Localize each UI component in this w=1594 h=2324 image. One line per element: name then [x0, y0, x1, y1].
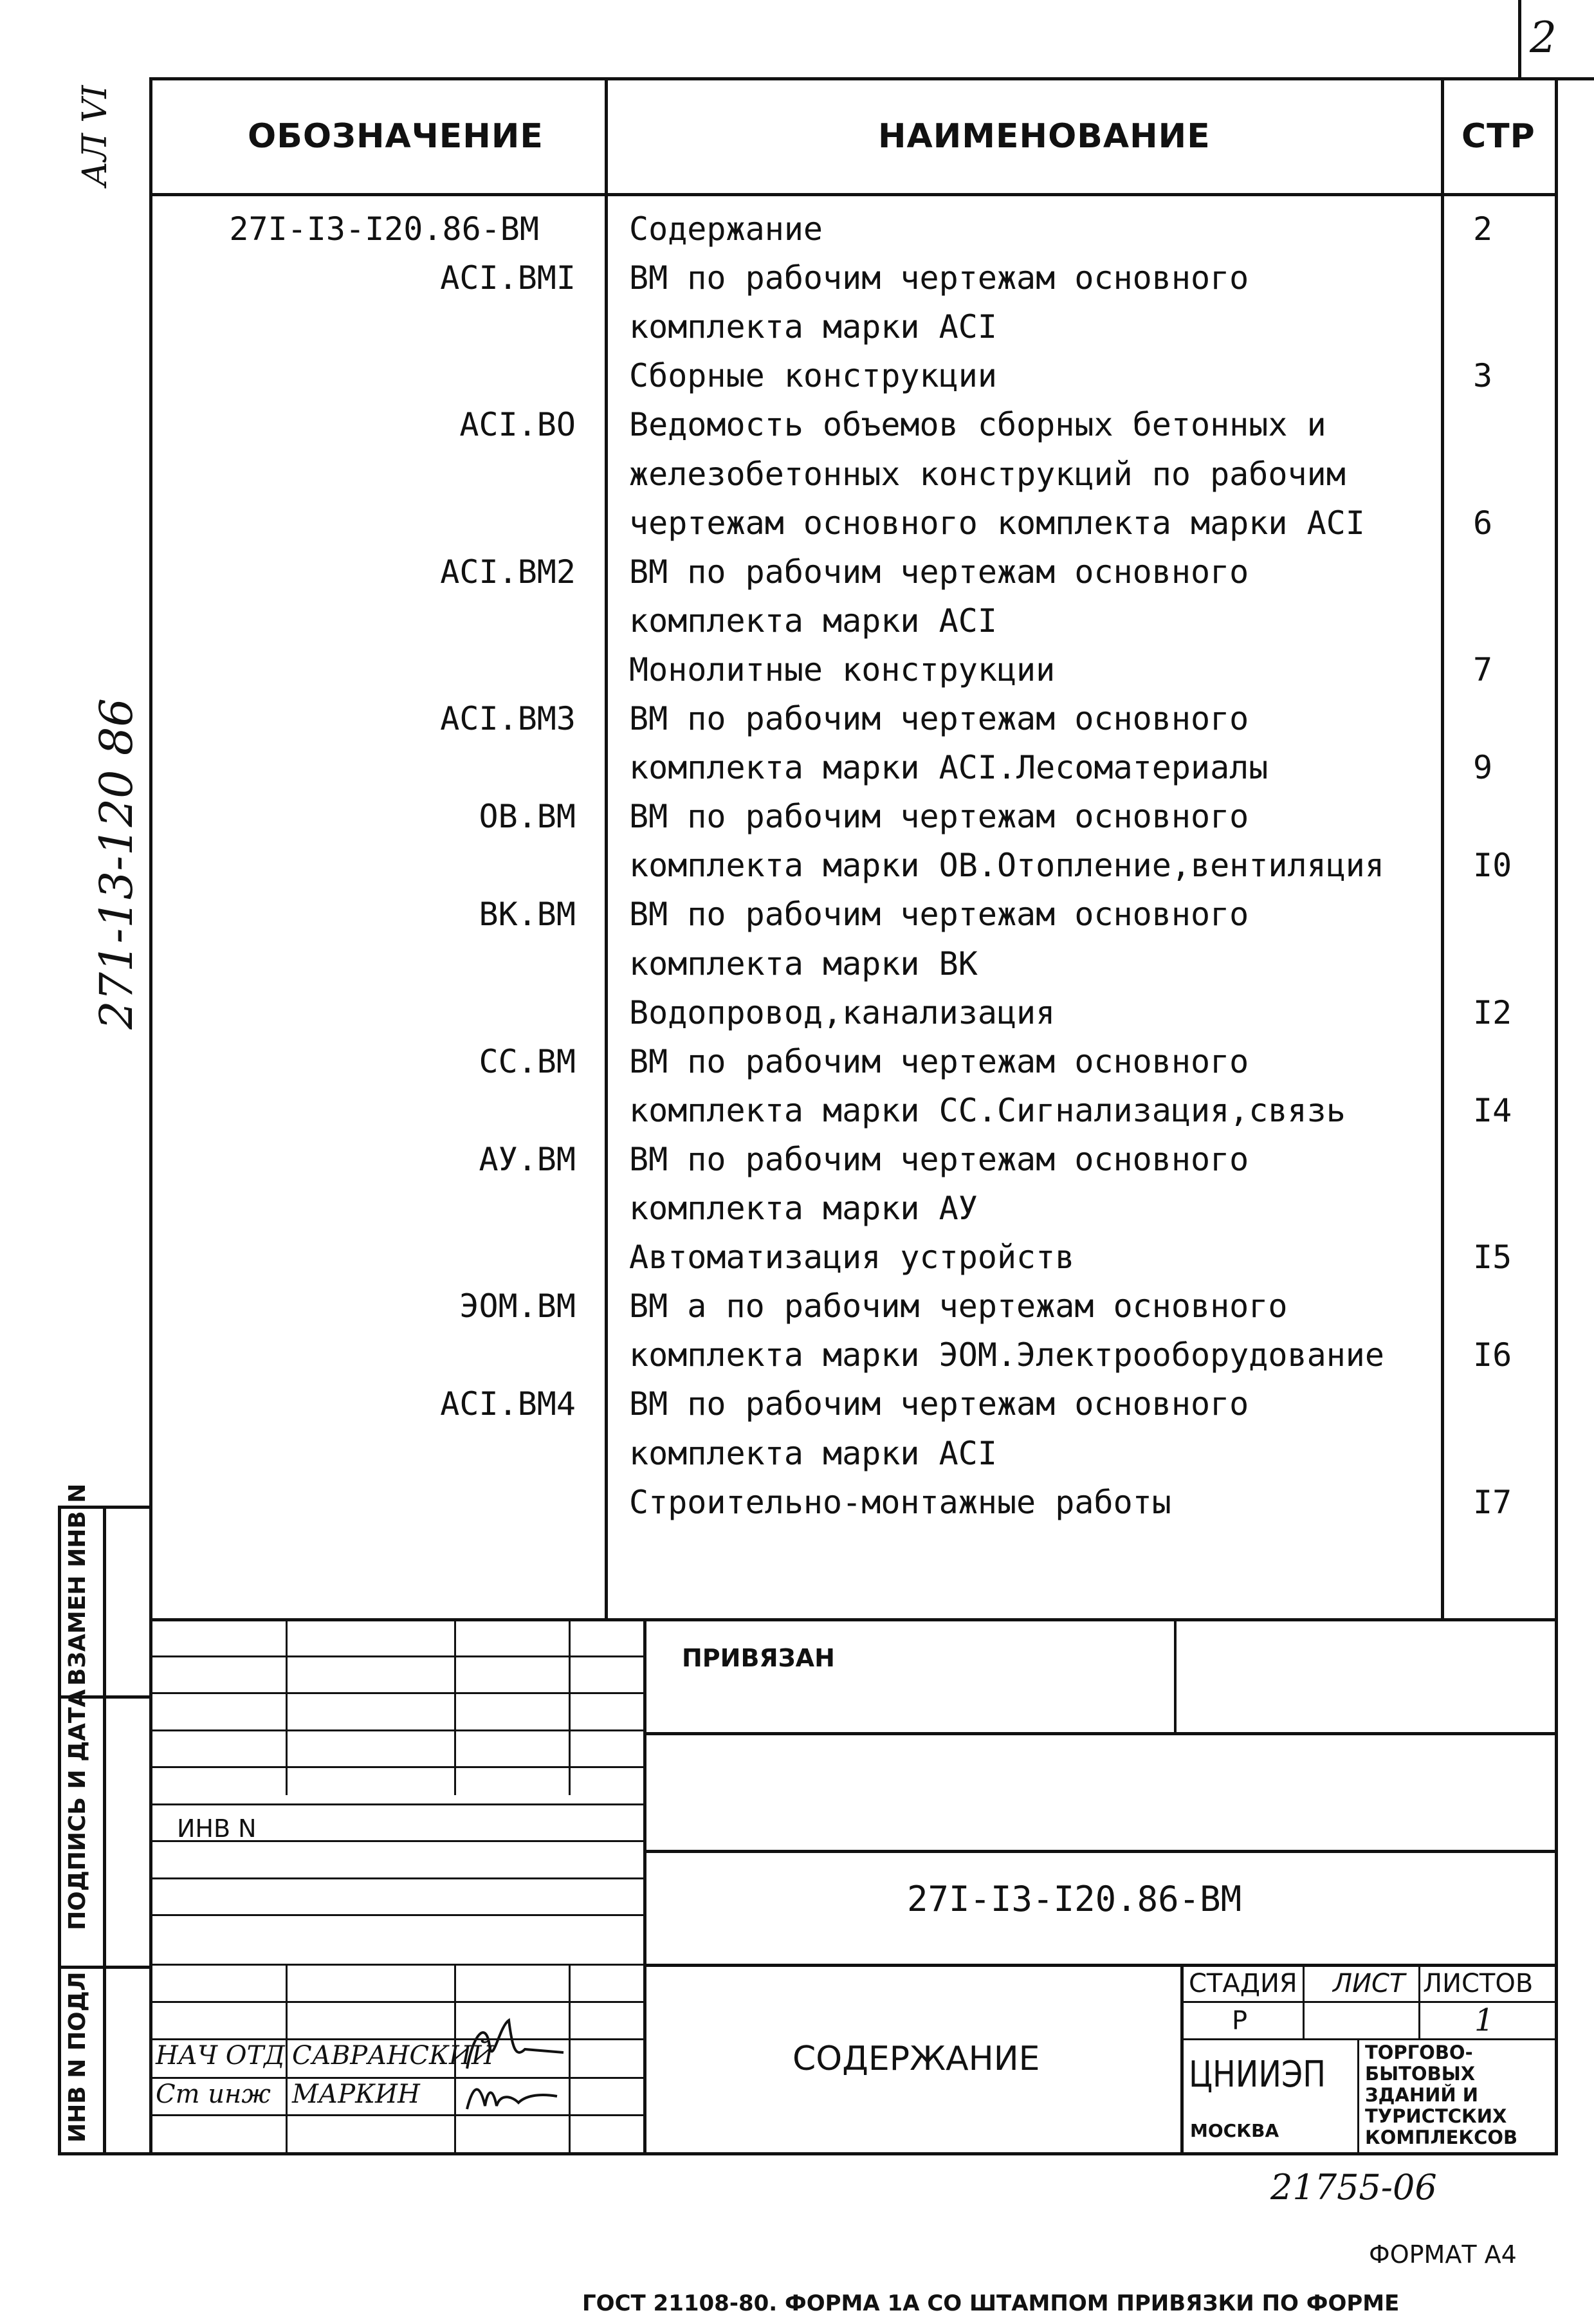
row-code: ACI.ВМ3	[440, 700, 576, 737]
row-code: АУ.ВМ	[479, 1140, 576, 1178]
row-page: 6	[1473, 504, 1493, 542]
row-name: Строительно-монтажные работы	[629, 1483, 1171, 1521]
sheets-value: 1	[1474, 2002, 1494, 2038]
row-page: I0	[1473, 847, 1512, 885]
stage-label: СТАДИЯ	[1189, 1969, 1297, 1998]
row-name: комплекта марки ЭОМ.Электрооборудование	[629, 1336, 1384, 1374]
row-page: 7	[1473, 650, 1493, 688]
stamp-title: СОДЕРЖАНИЕ	[792, 2040, 1040, 2078]
row-name: ВМ а по рабочим чертежам основного	[629, 1287, 1288, 1325]
row-name: комплекта марки ACI	[629, 602, 997, 640]
row-name: комплекта марки ВК	[629, 945, 978, 982]
person-role-2: Ст инж	[156, 2080, 271, 2109]
person-role-1: НАЧ ОТД	[156, 2041, 285, 2070]
row-page: I6	[1473, 1336, 1512, 1374]
row-name: ВМ по рабочим чертежам основного	[629, 1140, 1249, 1178]
header-name: НАИМЕНОВАНИЕ	[878, 117, 1211, 156]
row-code: СС.ВМ	[479, 1042, 576, 1080]
sheet-number: 2	[1530, 13, 1557, 62]
row-page: 2	[1473, 210, 1493, 248]
row-page: 3	[1473, 357, 1493, 395]
row-name: комплекта марки ACI.Лесоматериалы	[629, 749, 1269, 787]
row-name: ВМ по рабочим чертежам основного	[629, 896, 1249, 934]
row-code: ОВ.ВМ	[479, 798, 576, 836]
sheet-label: ЛИСТ	[1333, 1969, 1406, 1998]
signature-2	[461, 2077, 570, 2116]
row-name: комплекта марки СС.Сигнализация,связь	[629, 1091, 1346, 1129]
sheets-label: ЛИСТОВ	[1423, 1969, 1534, 1998]
row-name: Содержание	[629, 210, 823, 248]
row-name: железобетонных конструкций по рабочим	[629, 455, 1346, 493]
row-name: ВМ по рабочим чертежам основного	[629, 553, 1249, 591]
stamp-inv-label: ИНВ N	[177, 1814, 257, 1843]
row-name: ВМ по рабочим чертежам основного	[629, 259, 1249, 297]
frame-right	[1555, 77, 1558, 2155]
org-name: ЦНИИЭП	[1189, 2054, 1326, 2096]
person-name-2: МАРКИН	[292, 2080, 420, 2109]
row-name: Ведомость объемов сборных бетонных и	[629, 406, 1326, 444]
row-name: Водопровод,канализация	[629, 993, 1056, 1031]
frame-bottom	[58, 2152, 1558, 2155]
row-code: ЭОМ.ВМ	[459, 1287, 576, 1325]
frame-top	[149, 77, 1558, 80]
row-page: I4	[1473, 1091, 1512, 1129]
row-name: Сборные конструкции	[629, 357, 997, 395]
row-code: ACI.ВО	[459, 406, 576, 444]
row-name: ВМ по рабочим чертежам основного	[629, 700, 1249, 737]
row-name: ВМ по рабочим чертежам основного	[629, 1042, 1249, 1080]
row-name: чертежам основного комплекта марки ACI	[629, 504, 1365, 542]
signature-1	[461, 2007, 570, 2078]
row-name: комплекта марки ACI	[629, 308, 997, 346]
row-page: 9	[1473, 749, 1493, 787]
person-name-1: САВРАНСКИЙ	[292, 2041, 494, 2070]
drawing-sheet: 2 ОБОЗНАЧЕНИЕ НАИМЕНОВАНИЕ СТР 27I-I3-I20.86-ВМ Содержание 2 ACI.ВМI ВМ по рабочим чертежам основного комплекта марки ACI Сборные конструкции 3 ACI.ВО Ведомость объемов сборных бетонных и железобетонных конструкций по рабочим чертежам основного комплекта марки ACI 6 ACI.ВМ2 ВМ по рабочим чертежам основного комплекта марки ACI Монолитные конструкции 7 ACI.ВМ3 ВМ по рабочим чертежам основного комплекта марки ACI.Лесоматериалы 9 ОВ.ВМ ВМ по рабочим чертежам основного комплекта марки ОВ.Отопление,вентиляция I0 ВК.ВМ ВМ по рабочим чертежам основного комплекта марки ВК Водопровод,канализация I2 СС.ВМ ВМ по рабочим чертежам основного комплекта марки СС.Сигнализация,связь I4 АУ.ВМ ВМ по рабочим чертежам основного комплекта марки АУ Автоматизация устройств I5 ЭОМ.ВМ ВМ а по рабочим чертежам основного комплекта марки ЭОМ.Электрооборудование I6 ACI.ВМ4 ВМ по рабочим чертежам основного комплекта марки ACI Строительно-монтажные работы I7 АЛ VI 271-13-120 86 ВЗАМЕН ИНВ N ПОДПИСЬ И ДАТА ИНВ N ПОДЛ ПРИВЯЗАН ИНВ N 27I-I3-I20.86-ВМ СОДЕРЖАНИЕ СТАДИЯ ЛИСТ ЛИСТОВ Р 1 ЦНИИЭП МОСКВА ТОРГОВО- БЫТОВЫХ ЗДАНИЙ И ТУРИСТСКИХ КОМПЛЕКСОВ НАЧ ОТД САВРАНСКИЙ Ст инж МАРКИН 21755-06 ФОРМАТ А4 ГОСТ 21108-80. ФОРМА 1А СО ШТАМПОМ ПРИВЯЗКИ ПО ФОРМЕ	[0, 0, 1594, 2324]
format-label: ФОРМАТ А4	[1369, 2240, 1517, 2269]
header-designation: ОБОЗНАЧЕНИЕ	[248, 117, 544, 156]
row-code: ACI.ВМI	[440, 259, 576, 297]
stamp-designation: 27I-I3-I20.86-ВМ	[907, 1879, 1242, 1919]
row-page: I7	[1473, 1483, 1512, 1521]
row-code: ACI.ВМ2	[440, 553, 576, 591]
org-department: ТОРГОВО- БЫТОВЫХ ЗДАНИЙ И ТУРИСТСКИХ КОМПЛЕКСОВ	[1365, 2042, 1518, 2148]
row-name: комплекта марки ACI	[629, 1434, 997, 1472]
row-code: 27I-I3-I20.86-ВМ	[229, 210, 539, 248]
org-city: МОСКВА	[1190, 2120, 1279, 2141]
row-name: Автоматизация устройств	[629, 1239, 1075, 1277]
row-page: I5	[1473, 1239, 1512, 1277]
footer-standard: ГОСТ 21108-80. ФОРМА 1А СО ШТАМПОМ ПРИВЯЗКИ ПО ФОРМЕ	[582, 2291, 1400, 2316]
row-code: ВК.ВМ	[479, 896, 576, 934]
stage-value: Р	[1232, 2006, 1248, 2036]
row-name: Монолитные конструкции	[629, 650, 1056, 688]
frame-left	[149, 77, 152, 2155]
row-name: ВМ по рабочим чертежам основного	[629, 798, 1249, 836]
row-name: комплекта марки АУ	[629, 1190, 978, 1227]
row-page: I2	[1473, 993, 1512, 1031]
stamp-bound-label: ПРИВЯЗАН	[682, 1644, 835, 1672]
archive-number: 21755-06	[1270, 2167, 1437, 2208]
row-code: ACI.ВМ4	[440, 1385, 576, 1423]
row-name: ВМ по рабочим чертежам основного	[629, 1385, 1249, 1423]
row-name: комплекта марки ОВ.Отопление,вентиляция	[629, 847, 1384, 885]
header-page: СТР	[1461, 117, 1535, 156]
